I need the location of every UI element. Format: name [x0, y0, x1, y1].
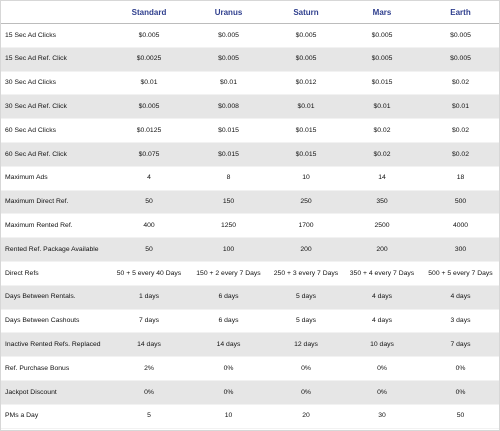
table-row	[1, 404, 500, 428]
uranus-value: 10	[189, 404, 268, 428]
mars-value: 10 days	[344, 333, 420, 357]
earth-value: $0.02	[420, 142, 500, 166]
saturn-value: 1700	[268, 214, 344, 238]
mars-value: 4 days	[344, 285, 420, 309]
row-label: Ref. Purchase Bonus	[1, 357, 109, 381]
standard-value: 5	[109, 404, 189, 428]
standard-value: 2%	[109, 357, 189, 381]
header-row	[1, 1, 500, 24]
earth-value: 3 days	[420, 309, 500, 333]
row-label: Inactive Rented Refs. Replaced	[1, 333, 109, 357]
earth-value: 0%	[420, 380, 500, 404]
table-row	[1, 357, 500, 381]
mars-value: $0.005	[344, 24, 420, 48]
table-row	[1, 238, 500, 262]
uranus-value: 6 days	[189, 285, 268, 309]
mars-value: $0.02	[344, 142, 420, 166]
table-row	[1, 285, 500, 309]
earth-value: 0%	[420, 357, 500, 381]
header-uranus: Uranus	[189, 1, 268, 24]
row-label: 30 Sec Ad Clicks	[1, 71, 109, 95]
saturn-value: 0%	[268, 357, 344, 381]
uranus-value: 14 days	[189, 333, 268, 357]
row-label: Maximum Ads	[1, 166, 109, 190]
standard-value: 7 days	[109, 309, 189, 333]
table-row	[1, 190, 500, 214]
standard-value: 0%	[109, 380, 189, 404]
earth-value: 4000	[420, 214, 500, 238]
uranus-value: $0.015	[189, 142, 268, 166]
standard-value: $0.005	[109, 24, 189, 48]
uranus-value: $0.005	[189, 24, 268, 48]
row-label: Days Between Cashouts	[1, 309, 109, 333]
earth-value: 7 days	[420, 333, 500, 357]
table-row	[1, 95, 500, 119]
row-label: Maximum Direct Ref.	[1, 190, 109, 214]
standard-value: 14 days	[109, 333, 189, 357]
table-row	[1, 309, 500, 333]
saturn-value: $0.005	[268, 24, 344, 48]
saturn-value: $0.015	[268, 142, 344, 166]
earth-value: 500	[420, 190, 500, 214]
saturn-value: 0%	[268, 380, 344, 404]
row-label: Days Between Rentals.	[1, 285, 109, 309]
membership-comparison-table	[1, 1, 500, 429]
uranus-value: 1250	[189, 214, 268, 238]
row-label: 60 Sec Ad Clicks	[1, 119, 109, 143]
table-row	[1, 333, 500, 357]
saturn-value: 250	[268, 190, 344, 214]
saturn-value: $0.01	[268, 95, 344, 119]
table-row	[1, 166, 500, 190]
saturn-value: $0.015	[268, 119, 344, 143]
saturn-value: 5 days	[268, 285, 344, 309]
mars-value: 350 + 4 every 7 Days	[344, 261, 420, 285]
uranus-value: $0.015	[189, 119, 268, 143]
mars-value: 350	[344, 190, 420, 214]
table-row	[1, 24, 500, 48]
saturn-value: 20	[268, 404, 344, 428]
mars-value: $0.02	[344, 119, 420, 143]
row-label: Maximum Rented Ref.	[1, 214, 109, 238]
mars-value: 2500	[344, 214, 420, 238]
row-label: 15 Sec Ad Clicks	[1, 24, 109, 48]
header-saturn: Saturn	[268, 1, 344, 24]
header-earth: Earth	[420, 1, 500, 24]
table-row	[1, 261, 500, 285]
mars-value: 0%	[344, 380, 420, 404]
table-header	[1, 1, 500, 24]
uranus-value: $0.005	[189, 47, 268, 71]
standard-value: 400	[109, 214, 189, 238]
saturn-value: 10	[268, 166, 344, 190]
table-row	[1, 71, 500, 95]
saturn-value: 12 days	[268, 333, 344, 357]
table-row	[1, 380, 500, 404]
mars-value: $0.01	[344, 95, 420, 119]
row-label: PMs a Day	[1, 404, 109, 428]
standard-value: $0.0025	[109, 47, 189, 71]
earth-value: 50	[420, 404, 500, 428]
uranus-value: 150	[189, 190, 268, 214]
earth-value: $0.01	[420, 95, 500, 119]
row-label: Jackpot Discount	[1, 380, 109, 404]
uranus-value: 0%	[189, 380, 268, 404]
standard-value: 50	[109, 190, 189, 214]
mars-value: 30	[344, 404, 420, 428]
mars-value: 14	[344, 166, 420, 190]
standard-value: 50	[109, 238, 189, 262]
standard-value: $0.005	[109, 95, 189, 119]
table-body	[1, 24, 500, 429]
earth-value: $0.005	[420, 47, 500, 71]
standard-value: $0.01	[109, 71, 189, 95]
standard-value: 1 days	[109, 285, 189, 309]
table-row	[1, 214, 500, 238]
earth-value: 500 + 5 every 7 Days	[420, 261, 500, 285]
mars-value: 0%	[344, 357, 420, 381]
row-label: 60 Sec Ad Ref. Click	[1, 142, 109, 166]
earth-value: $0.005	[420, 24, 500, 48]
row-label: Rented Ref. Package Available	[1, 238, 109, 262]
uranus-value: 150 + 2 every 7 Days	[189, 261, 268, 285]
standard-value: 50 + 5 every 40 Days	[109, 261, 189, 285]
saturn-value: $0.012	[268, 71, 344, 95]
saturn-value: 200	[268, 238, 344, 262]
header-mars: Mars	[344, 1, 420, 24]
earth-value: 4 days	[420, 285, 500, 309]
saturn-value: 250 + 3 every 7 Days	[268, 261, 344, 285]
uranus-value: $0.01	[189, 71, 268, 95]
standard-value: $0.075	[109, 142, 189, 166]
uranus-value: $0.008	[189, 95, 268, 119]
earth-value: $0.02	[420, 119, 500, 143]
uranus-value: 0%	[189, 357, 268, 381]
uranus-value: 6 days	[189, 309, 268, 333]
uranus-value: 100	[189, 238, 268, 262]
table-row	[1, 119, 500, 143]
earth-value: 300	[420, 238, 500, 262]
mars-value: 4 days	[344, 309, 420, 333]
table-row	[1, 47, 500, 71]
mars-value: $0.005	[344, 47, 420, 71]
mars-value: 200	[344, 238, 420, 262]
saturn-value: $0.005	[268, 47, 344, 71]
header-standard: Standard	[109, 1, 189, 24]
uranus-value: 8	[189, 166, 268, 190]
earth-value: $0.02	[420, 71, 500, 95]
saturn-value: 5 days	[268, 309, 344, 333]
earth-value: 18	[420, 166, 500, 190]
mars-value: $0.015	[344, 71, 420, 95]
header-label-column	[1, 1, 109, 24]
row-label: 30 Sec Ad Ref. Click	[1, 95, 109, 119]
standard-value: $0.0125	[109, 119, 189, 143]
table-row	[1, 142, 500, 166]
standard-value: 4	[109, 166, 189, 190]
row-label: Direct Refs	[1, 261, 109, 285]
row-label: 15 Sec Ad Ref. Click	[1, 47, 109, 71]
